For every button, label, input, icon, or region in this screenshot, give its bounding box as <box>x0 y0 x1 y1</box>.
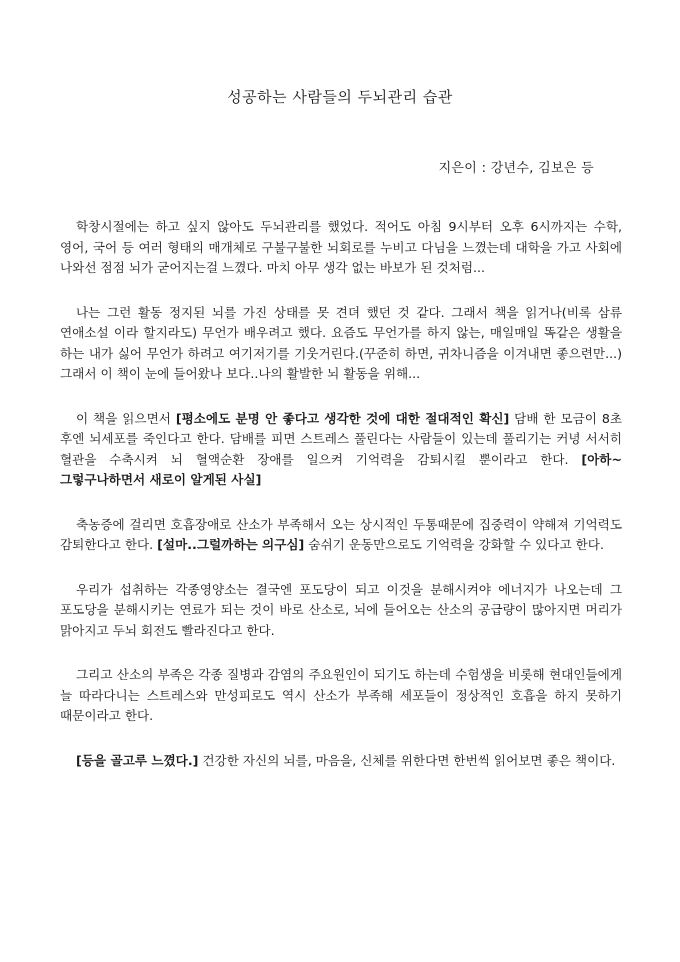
paragraph-3-text-c: 담배 한 모금이 8초 후엔 뇌세포를 죽인다고 한다. 담배를 피면 스트레스 풀린다는 사람들이 있는데 풀리기는 커녕 서서히 혈관을 수축시켜 뇌 혈액순환 장애를 일으켜 기억력을 감퇴시킬 뿐이라고 한다. <box>60 410 622 467</box>
paragraph-6-text: 그리고 산소의 부족은 각종 질병과 감염의 주요원인이 되기도 하는데 수험생을 비롯해 현대인들에게 늘 따라다니는 스트레스와 만성피로도 역시 산소가 부족해 세포들이 정상적인 호흡을 하지 못하기 때문이라고 한다. <box>60 667 622 723</box>
paragraph-4 <box>60 515 622 556</box>
document-body <box>60 217 622 795</box>
paragraph-4-text-c: 숨쉬기 운동만으로도 기억력을 강화할 수 있다고 한다. <box>304 537 604 552</box>
emphasis-certainty: [평소에도 분명 안 좋다고 생각한 것에 대한 절대적인 확신] <box>175 410 510 426</box>
paragraph-5-text: 우리가 섭취하는 각종영양소는 결국엔 포도당이 되고 이것을 분해시켜야 에너지가 나오는데 그 포도당을 분해시키는 연료가 되는 것이 바로 산소로, 뇌에 들어오는 산소의 공급량이 많아지면 머리가 맑아지고 두뇌 회전도 빨라진다고 한다. <box>60 581 622 638</box>
paragraph-1-text: 학창시절에는 하고 싶지 않아도 두뇌관리를 했었다. 적어도 아침 9시부터 오후 6시까지는 수학, 영어, 국어 등 여러 형태의 매개체로 구불구불한 뇌회로를 누비고 다님을 느꼈는데 대학을 가고 사회에 나와선 점점 뇌가 굳어지는걸 느꼈다. 마치 아무 생각 없는 바보가 된 것처럼... <box>60 219 622 275</box>
paragraph-1 <box>60 217 622 279</box>
emphasis-new-fact: [아하~ 그렇구나하면서 새로이 알게된 사실] <box>60 451 622 487</box>
emphasis-doubt: [설마..그럴까하는 의구심] <box>157 537 305 552</box>
paragraph-5 <box>60 580 622 642</box>
paragraph-7 <box>60 751 622 772</box>
author-line: 지은이 : 강년수, 김보은 등 <box>438 161 594 176</box>
paragraph-3 <box>60 409 622 491</box>
paragraph-6 <box>60 665 622 727</box>
paragraph-4-text-a: 축농증에 걸리면 호흡장애로 산소가 부족해서 오는 상시적인 두통때문에 집중력이 약해져 기억력도 감퇴한다고 한다. <box>60 516 622 552</box>
document-title: 성공하는 사람들의 두뇌관리 습관 <box>227 88 453 106</box>
paragraph-7-text-b: 건강한 자신의 뇌를, 마음을, 신체를 위한다면 한번씩 읽어보면 좋은 책이다. <box>198 752 616 768</box>
paragraph-3-text-a: 이 책을 읽으면서 <box>76 410 176 426</box>
paragraph-2-text: 나는 그런 활동 정지된 뇌를 가진 상태를 못 견뎌 했던 것 같다. 그래서 책을 읽거나(비록 삼류 연애소설 이라 할지라도) 무언가 배우려고 했다. 요즘도 무언가를 하지 않는, 매일매일 똑같은 생활을 하는 내가 싫어 무언가 하려고 여기저기를 기웃거린다.(꾸준히 하면, 귀차니즘을 이겨내면 좋으련만...) 그래서 이 책이 눈에 들어왔나 보다..나의 활발한 뇌 활동을 위해... <box>60 304 622 381</box>
emphasis-felt-all: [등을 골고루 느꼈다.] <box>76 752 199 768</box>
paragraph-2 <box>60 303 622 385</box>
